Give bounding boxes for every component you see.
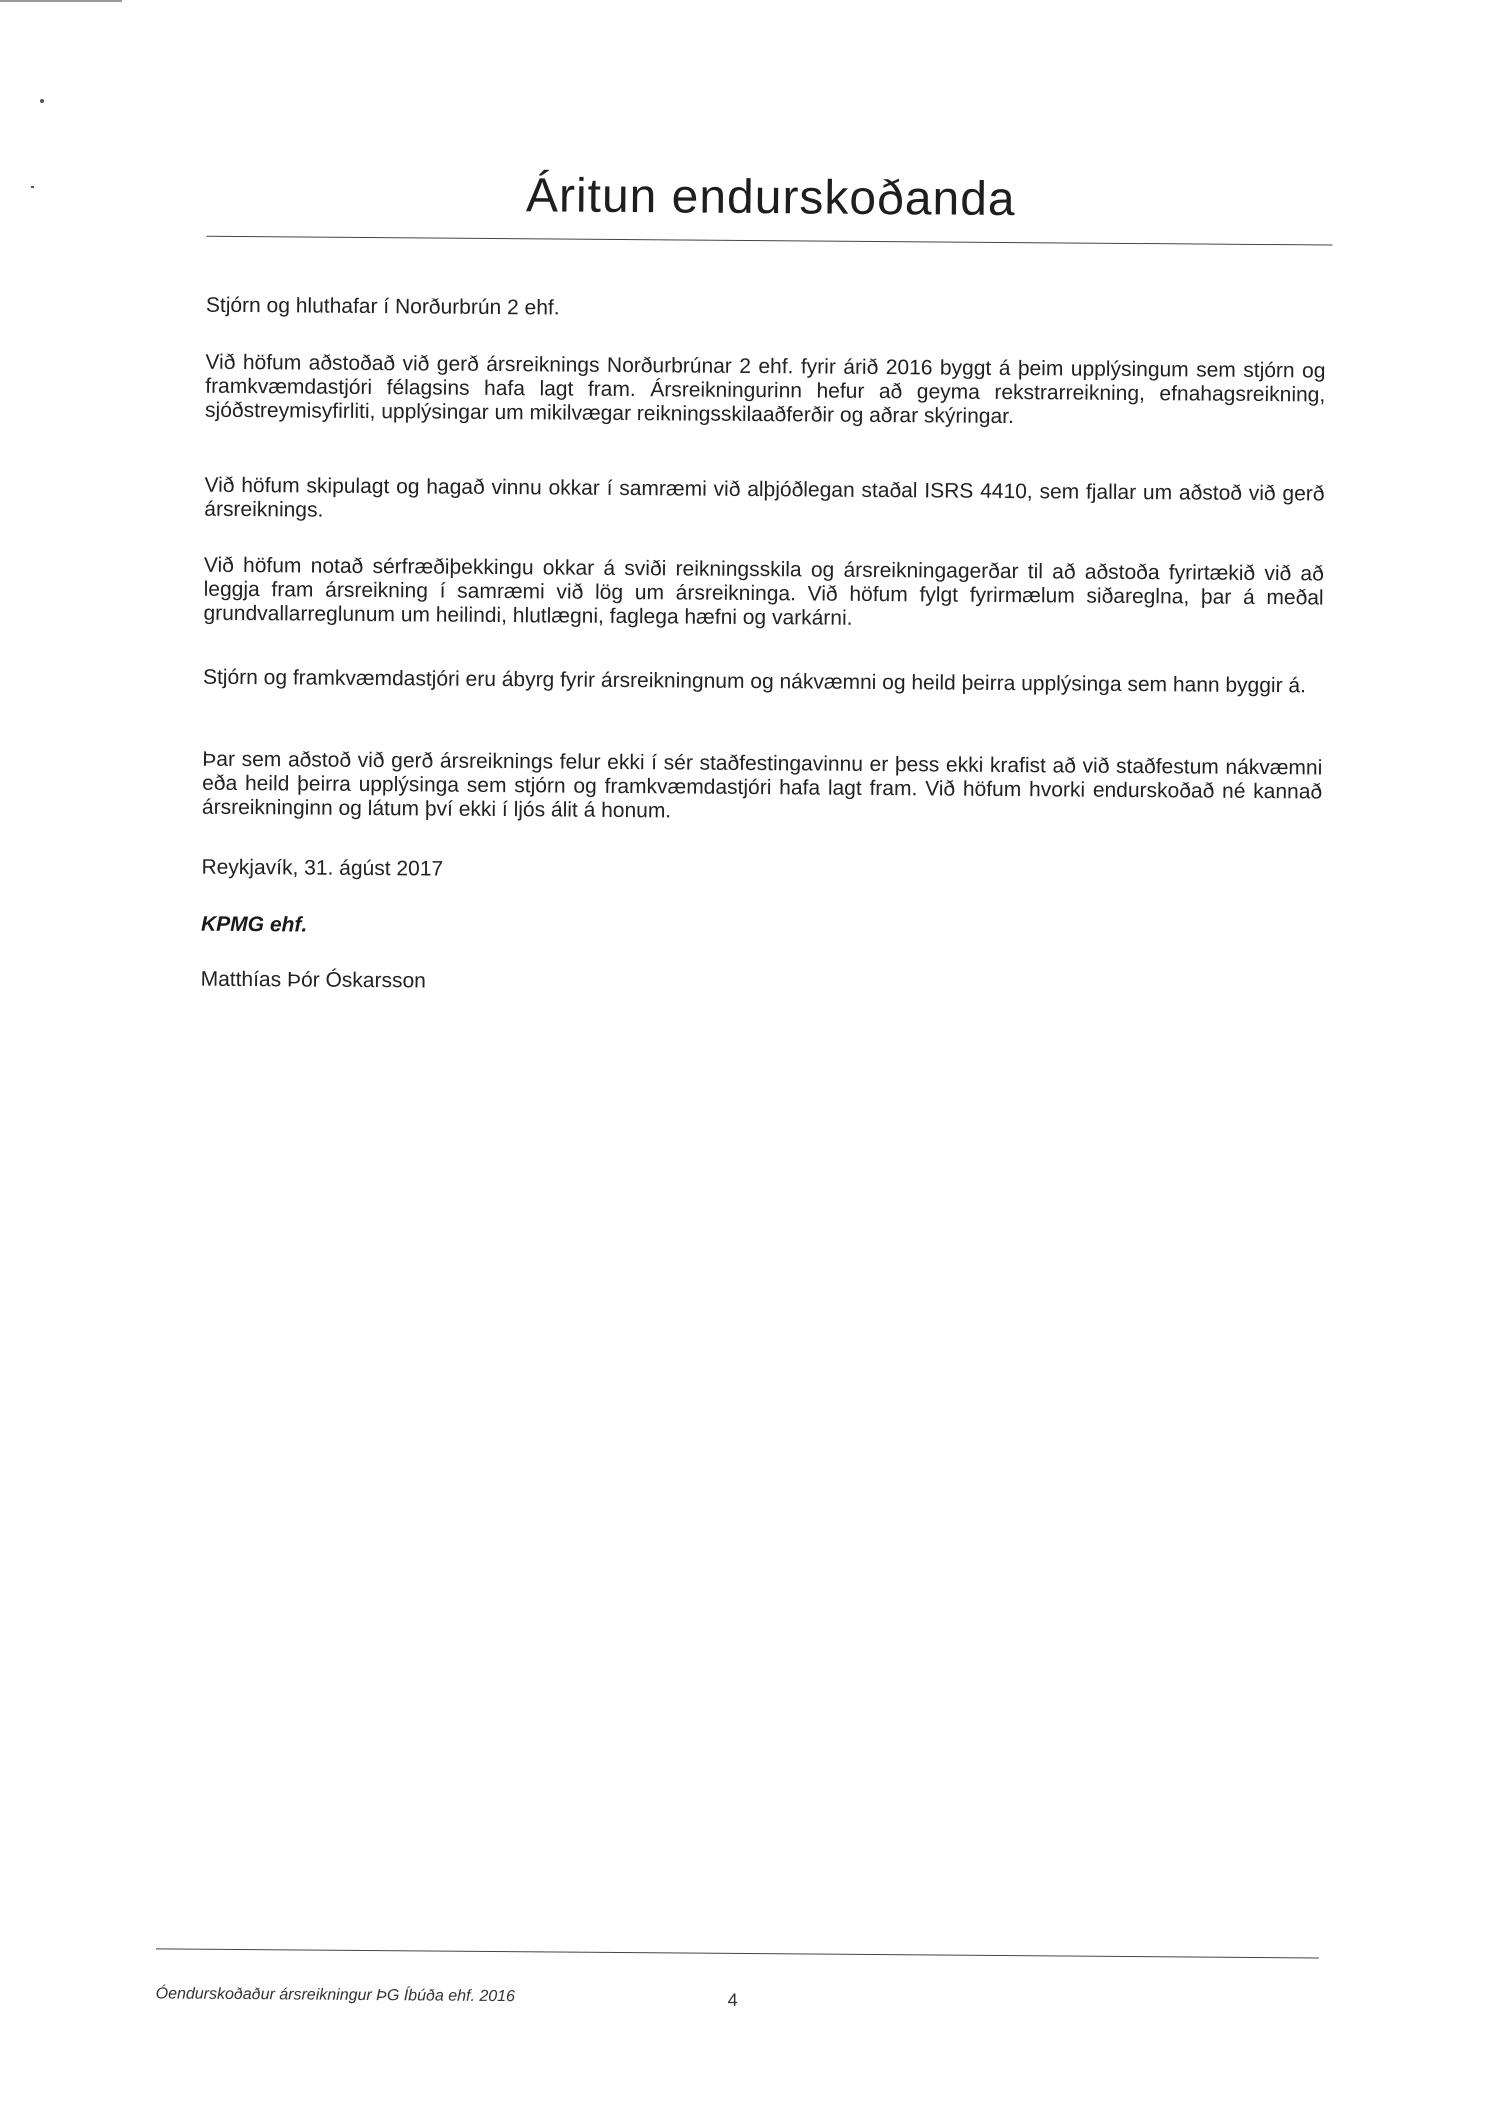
place-date: Reykjavík, 31. ágúst 2017 <box>201 855 444 881</box>
footer-rule <box>156 1948 1319 1958</box>
title-underline <box>206 236 1332 246</box>
page-title: Áritun endurskoðanda <box>525 169 1016 227</box>
firm-name: KPMG ehf. <box>200 912 308 937</box>
addressee: Stjórn og hluthafar í Norðurbrún 2 ehf. <box>205 293 560 320</box>
paragraph-4: Stjórn og framkvæmdastjóri eru ábyrg fyrir ársreikningnum og nákvæmni og heild þeirra upplýsinga sem hann byggir á. <box>202 665 1307 698</box>
signatory-name: Matthías Þór Óskarsson <box>200 967 426 993</box>
paragraph-3: Við höfum notað sérfræðiþekkingu okkar á sviði reikningsskila og ársreikningagerðar til að aðstoða fyrirtækið við að leggja fram ársreikning í samræmi við lög um ársreikninga. Við höfum fylgt fyrirmælum siðareglna, þar á meðal grundvallarreglunum um heilindi, hlutlægni, faglega hæfni og varkárni. <box>203 553 1324 630</box>
paragraph-5: Þar sem aðstoð við gerð ársreiknings felur ekki í sér staðfestingavinnu er þess ekki krafist að við staðfestum nákvæmni eða heild þeirra upplýsinga sem stjórn og framkvæmdastjóri hafa lagt fram. Við höfum hvorki endurskoðað né kannað ársreikninginn og látum því ekki í ljós álit á honum. <box>201 747 1323 823</box>
footer-document-name: Óendurskoðaður ársreikningur ÞG Íbúða ehf. 2016 <box>155 1985 516 2006</box>
paragraph-2: Við höfum skipulagt og hagað vinnu okkar í samræmi við alþjóðlegan staðal ISRS 4410, sem fjallar um aðstoð við gerð ársreiknings. <box>204 473 1325 522</box>
paragraph-1: Við höfum aðstoðað við gerð ársreiknings Norðurbrúnar 2 ehf. fyrir árið 2016 byggt á þeim upplýsingum sem stjórn og framkvæmdastjóri félagsins hafa lagt fram. Ársreikningurinn hefur að geyma rekstrarreikning, efnahagsreikning, sjóðstreymisyfirliti, upplýsingar um mikilvægar reikningsskilaaðferðir og aðrar skýringar. <box>205 350 1326 429</box>
footer-page-number: 4 <box>727 1989 738 2010</box>
